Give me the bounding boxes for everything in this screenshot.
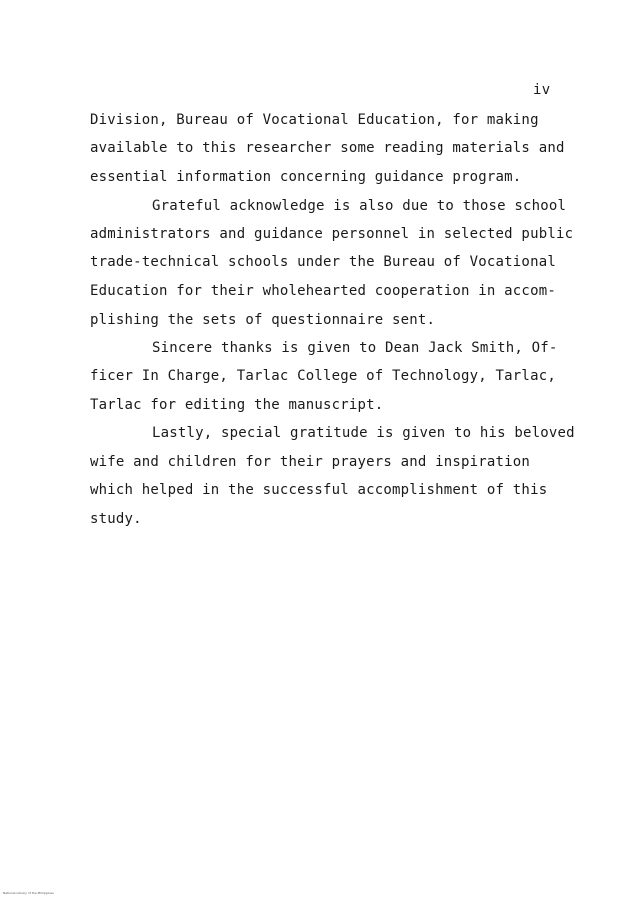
archive-footer-mark: National Library of the Philippines	[3, 891, 54, 895]
text-line: available to this researcher some reading materials and	[90, 140, 565, 156]
text-line: wife and children for their prayers and inspiration	[90, 454, 531, 470]
text-line: study.	[90, 511, 142, 527]
text-line: Grateful acknowledge is also due to those school	[152, 198, 567, 214]
text-line: trade-technical schools under the Bureau of Vocational	[90, 254, 556, 270]
text-line: which helped in the successful accomplishment of this	[90, 482, 548, 498]
text-line: ficer In Charge, Tarlac College of Technology, Tarlac,	[90, 368, 556, 384]
text-line: administrators and guidance personnel in selected public	[90, 226, 574, 242]
text-line: Division, Bureau of Vocational Education, for making	[90, 112, 539, 128]
text-line: essential information concerning guidance program.	[90, 169, 522, 185]
text-line: Sincere thanks is given to Dean Jack Smith, Of-	[152, 340, 558, 356]
text-line: Tarlac for editing the manuscript.	[90, 397, 384, 413]
text-line: Lastly, special gratitude is given to his beloved	[152, 425, 575, 441]
text-line: plishing the sets of questionnaire sent.	[90, 312, 436, 328]
text-line: Education for their wholehearted cooperation in accom-	[90, 283, 556, 299]
page-number: iv	[533, 82, 551, 98]
